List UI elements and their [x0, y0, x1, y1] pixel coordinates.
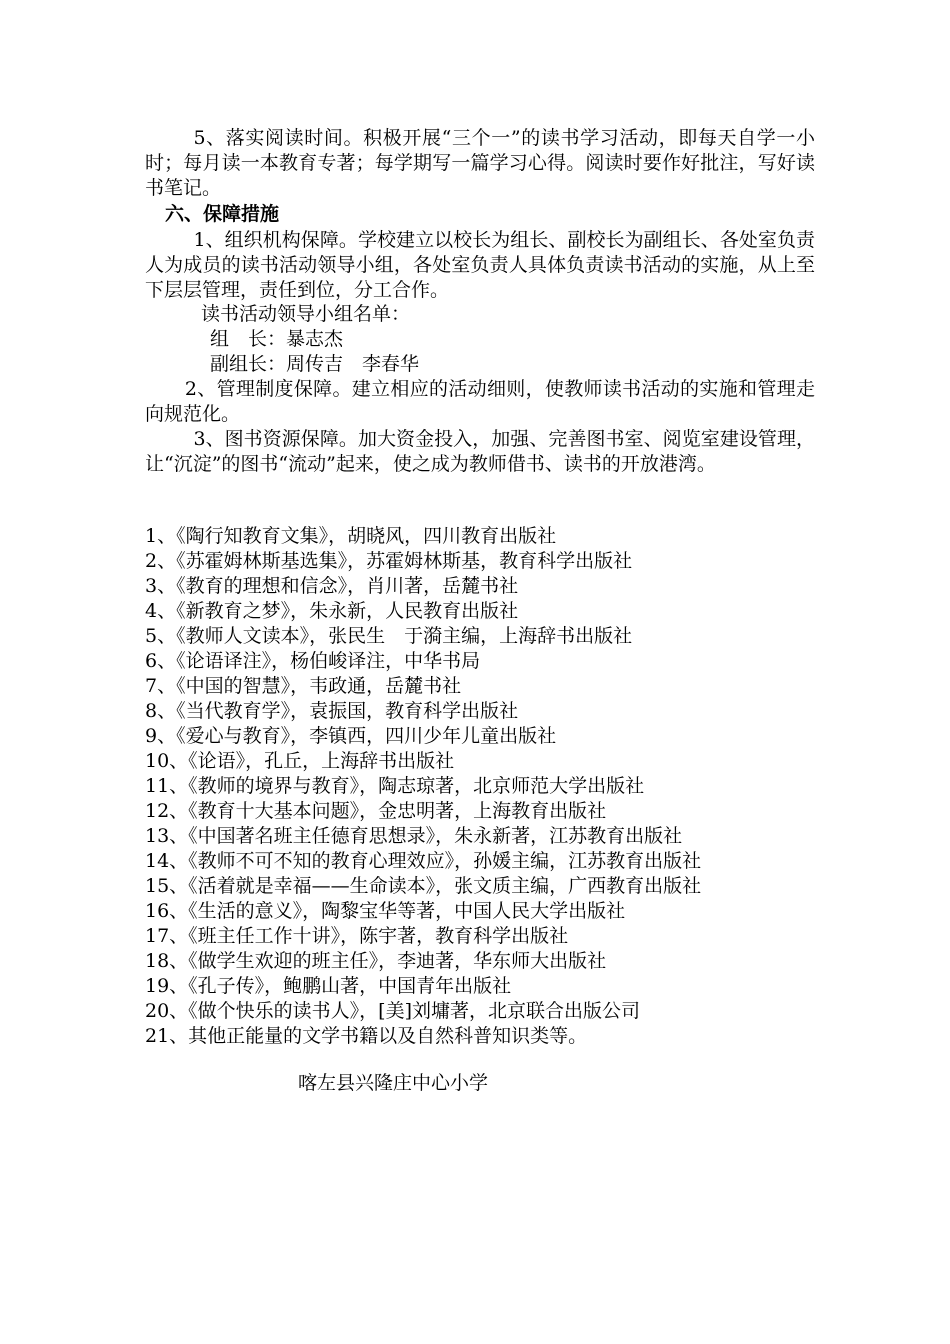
paragraph-resources: 3、图书资源保障。加大资金投入，加强、完善图书室、阅览室建设管理，让“沉淀”的图书“流动”起来，使之成为教师借书、读书的开放港湾。	[145, 428, 815, 475]
list-item: 11、《教师的境界与教育》，陶志琼著，北京师范大学出版社	[145, 775, 645, 797]
list-item: 7、《中国的智慧》，韦政通，岳麓书社	[145, 675, 462, 697]
list-item: 13、《中国著名班主任德育思想录》，朱永新著，江苏教育出版社	[145, 825, 683, 847]
list-item: 4、《新教育之梦》，朱永新，人民教育出版社	[145, 600, 519, 622]
list-item: 6、《论语译注》，杨伯峻译注，中华书局	[145, 650, 481, 672]
list-item: 14、《教师不可不知的教育心理效应》，孙媛主编，江苏教育出版社	[145, 850, 702, 872]
list-item: 18、《做学生欢迎的班主任》，李迪著，华东师大出版社	[145, 950, 607, 972]
paragraph-management: 2、管理制度保障。建立相应的活动细则，使教师读书活动的实施和管理走向规范化。	[145, 378, 815, 425]
list-item: 8、《当代教育学》，袁振国，教育科学出版社	[145, 700, 519, 722]
list-item: 17、《班主任工作十讲》，陈宇著，教育科学出版社	[145, 925, 569, 947]
list-item: 12、《教育十大基本问题》，金忠明著，上海教育出版社	[145, 800, 607, 822]
school-signature: 喀左县兴隆庄中心小学	[298, 1072, 489, 1094]
list-item: 2、《苏霍姆林斯基选集》，苏霍姆林斯基，教育科学出版社	[145, 550, 633, 572]
group-deputy: 副组长：周传吉 李春华	[210, 353, 420, 375]
book-list	[145, 524, 825, 1049]
list-item: 10、《论语》，孔丘，上海辞书出版社	[145, 750, 455, 772]
list-item: 15、《活着就是幸福——生命读本》，张文质主编，广西教育出版社	[145, 875, 702, 897]
group-leader: 组 长：暴志杰	[210, 328, 344, 350]
list-item: 1、《陶行知教育文集》，胡晓风，四川教育出版社	[145, 525, 557, 547]
paragraph-reading-time: 5、落实阅读时间。积极开展“三个一”的读书学习活动，即每天自学一小时；每月读一本教育专著；每学期写一篇学习心得。阅读时要作好批注，写好读书笔记。	[145, 127, 815, 199]
section-heading-safeguards: 六、保障措施	[165, 203, 280, 225]
group-list-title: 读书活动领导小组名单：	[201, 303, 411, 325]
list-item: 16、《生活的意义》，陶黎宝华等著，中国人民大学出版社	[145, 900, 626, 922]
list-item: 3、《教育的理想和信念》，肖川著，岳麓书社	[145, 575, 519, 597]
paragraph-organization: 1、组织机构保障。学校建立以校长为组长、副校长为副组长、各处室负责人为成员的读书活动领导小组，各处室负责人具体负责读书活动的实施，从上至下层层管理，责任到位，分工合作。	[145, 229, 815, 301]
list-item: 19、《孔子传》，鲍鹏山著，中国青年出版社	[145, 975, 512, 997]
list-item: 5、《教师人文读本》，张民生 于漪主编，上海辞书出版社	[145, 625, 633, 647]
list-item: 20、《做个快乐的读书人》，[美]刘墉著，北京联合出版公司	[145, 1000, 641, 1022]
list-item: 9、《爱心与教育》，李镇西，四川少年儿童出版社	[145, 725, 557, 747]
list-item: 21、其他正能量的文学书籍以及自然科普知识类等。	[145, 1025, 588, 1047]
